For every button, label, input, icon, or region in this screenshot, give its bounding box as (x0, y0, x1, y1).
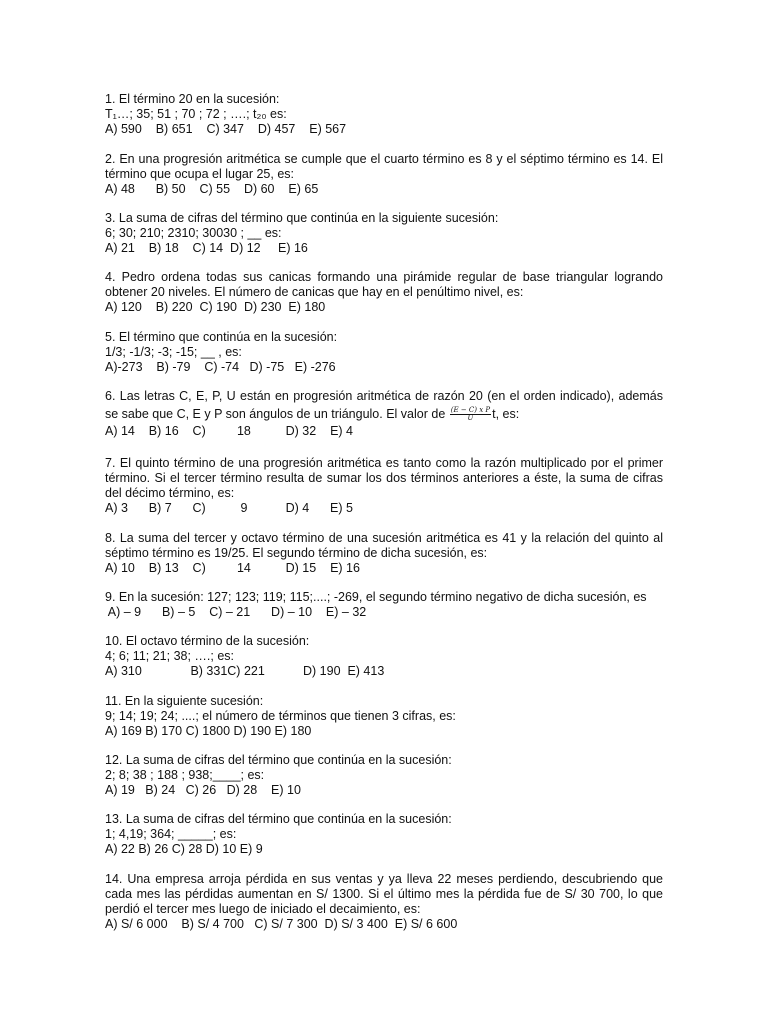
question-text: del décimo término, es: (105, 486, 235, 500)
answer-options: A)-273 B) -79 C) -74 D) -75 E) -276 (105, 360, 336, 374)
question-text: término. Si el tercer término resulta de sumar los dos términos anteriores a éste, la suma de cifras (105, 471, 663, 485)
answer-options: A) – 9 B) – 5 C) – 21 D) – 10 E) – 32 (105, 605, 367, 619)
answer-options: A) 590 B) 651 C) 347 D) 457 E) 567 (105, 122, 347, 136)
answer-options: A) 10 B) 13 C) 14 D) 15 E) 16 (105, 561, 360, 575)
question-11 (105, 694, 663, 739)
answer-options: A) 48 B) 50 C) 55 D) 60 E) 65 (105, 182, 319, 196)
question-10 (105, 634, 663, 679)
answer-options: A) 21 B) 18 C) 14 D) 12 E) 16 (105, 241, 308, 255)
question-text: séptimo término es 19/25. El segundo término de dicha sucesión, es: (105, 546, 488, 560)
sequence-line: 1; 4,19; 364; _____; es: (105, 827, 237, 841)
answer-options: A) 3 B) 7 C) 9 D) 4 E) 5 (105, 501, 353, 515)
question-text: 9. En la sucesión: 127; 123; 119; 115;....; -269, el segundo término negativo de dicha sucesión, es (105, 590, 647, 604)
question-text: 2. En una progresión aritmética se cumple que el cuarto término es 8 y el séptimo término es 14. El (105, 152, 663, 166)
question-2 (105, 152, 663, 197)
question-text: 13. La suma de cifras del término que continúa en la sucesión: (105, 812, 452, 826)
question-14 (105, 872, 663, 932)
answer-options: A) 120 B) 220 C) 190 D) 230 E) 180 (105, 300, 326, 314)
question-5 (105, 330, 663, 375)
question-text: 7. El quinto término de una progresión aritmética es tanto como la razón multiplicado por el primer (105, 456, 663, 470)
question-4 (105, 270, 663, 315)
question-text: 4. Pedro ordena todas sus canicas formando una pirámide regular de base triangular logrando (105, 270, 663, 284)
question-text: 6. Las letras C, E, P, U están en progresión aritmética de razón 20 (en el orden indicado), además (105, 389, 663, 403)
question-text: 10. El octavo término de la sucesión: (105, 634, 310, 648)
question-7 (105, 456, 663, 516)
answer-options: A) S/ 6 000 B) S/ 4 700 C) S/ 7 300 D) S/ 3 400 E) S/ 6 600 (105, 917, 458, 931)
question-text: t, es: (492, 407, 520, 421)
fraction-expression (450, 407, 491, 422)
answer-options: A) 14 B) 16 C) 18 D) 32 E) 4 (105, 424, 353, 438)
question-3 (105, 211, 663, 256)
question-9 (105, 590, 663, 620)
question-1 (105, 92, 663, 137)
question-text: 11. En la siguiente sucesión: (105, 694, 264, 708)
question-text: se sabe que C, E y P son ángulos de un triángulo. El valor de (105, 407, 446, 421)
sequence-line: 4; 6; 11; 21; 38; ….; es: (105, 649, 235, 663)
sequence-line: 2; 8; 38 ; 188 ; 938;____; es: (105, 768, 265, 782)
question-text: cada mes las pérdidas aumentan en S/ 1300. Si el último mes la pérdida fue de S/ 30 700, lo que (105, 887, 663, 901)
sequence-line: 6; 30; 210; 2310; 30030 ; __ es: (105, 226, 282, 240)
question-text: 5. El término que continúa en la sucesión: (105, 330, 338, 344)
question-text: 3. La suma de cifras del término que continúa en la siguiente sucesión: (105, 211, 499, 225)
answer-options: A) 19 B) 24 C) 26 D) 28 E) 10 (105, 783, 301, 797)
fraction-denominator: U (467, 414, 474, 423)
question-text: 14. Una empresa arroja pérdida en sus ventas y ya lleva 22 meses perdiendo, descubriendo que (105, 872, 663, 886)
question-text: 8. La suma del tercer y octavo término de una sucesión aritmética es 41 y la relación del quinto al (105, 531, 663, 545)
question-text: perdió el tercer mes luego de iniciado el decaimiento, es: (105, 902, 421, 916)
question-6 (105, 389, 663, 439)
answer-options: A) 310 B) 331C) 221 D) 190 E) 413 (105, 664, 385, 678)
question-12 (105, 753, 663, 798)
question-8 (105, 531, 663, 576)
question-13 (105, 812, 663, 857)
answer-options: A) 169 B) 170 C) 1800 D) 190 E) 180 (105, 724, 312, 738)
question-text: 1. El término 20 en la sucesión: (105, 92, 280, 106)
sequence-line: T₁…; 35; 51 ; 70 ; 72 ; ….; t₂₀ es: (105, 107, 287, 121)
fraction-numerator: (E − C) x P (450, 406, 491, 415)
question-text: obtener 20 niveles. El número de canicas que hay en el penúltimo nivel, es: (105, 285, 524, 299)
question-text: 12. La suma de cifras del término que continúa en la sucesión: (105, 753, 452, 767)
question-text-with-fraction (105, 404, 663, 424)
sequence-line: 1/3; -1/3; -3; -15; __ , es: (105, 345, 242, 359)
sequence-line: 9; 14; 19; 24; ....; el número de términos que tienen 3 cifras, es: (105, 709, 456, 723)
answer-options: A) 22 B) 26 C) 28 D) 10 E) 9 (105, 842, 263, 856)
question-text: término que ocupa el lugar 25, es: (105, 167, 295, 181)
